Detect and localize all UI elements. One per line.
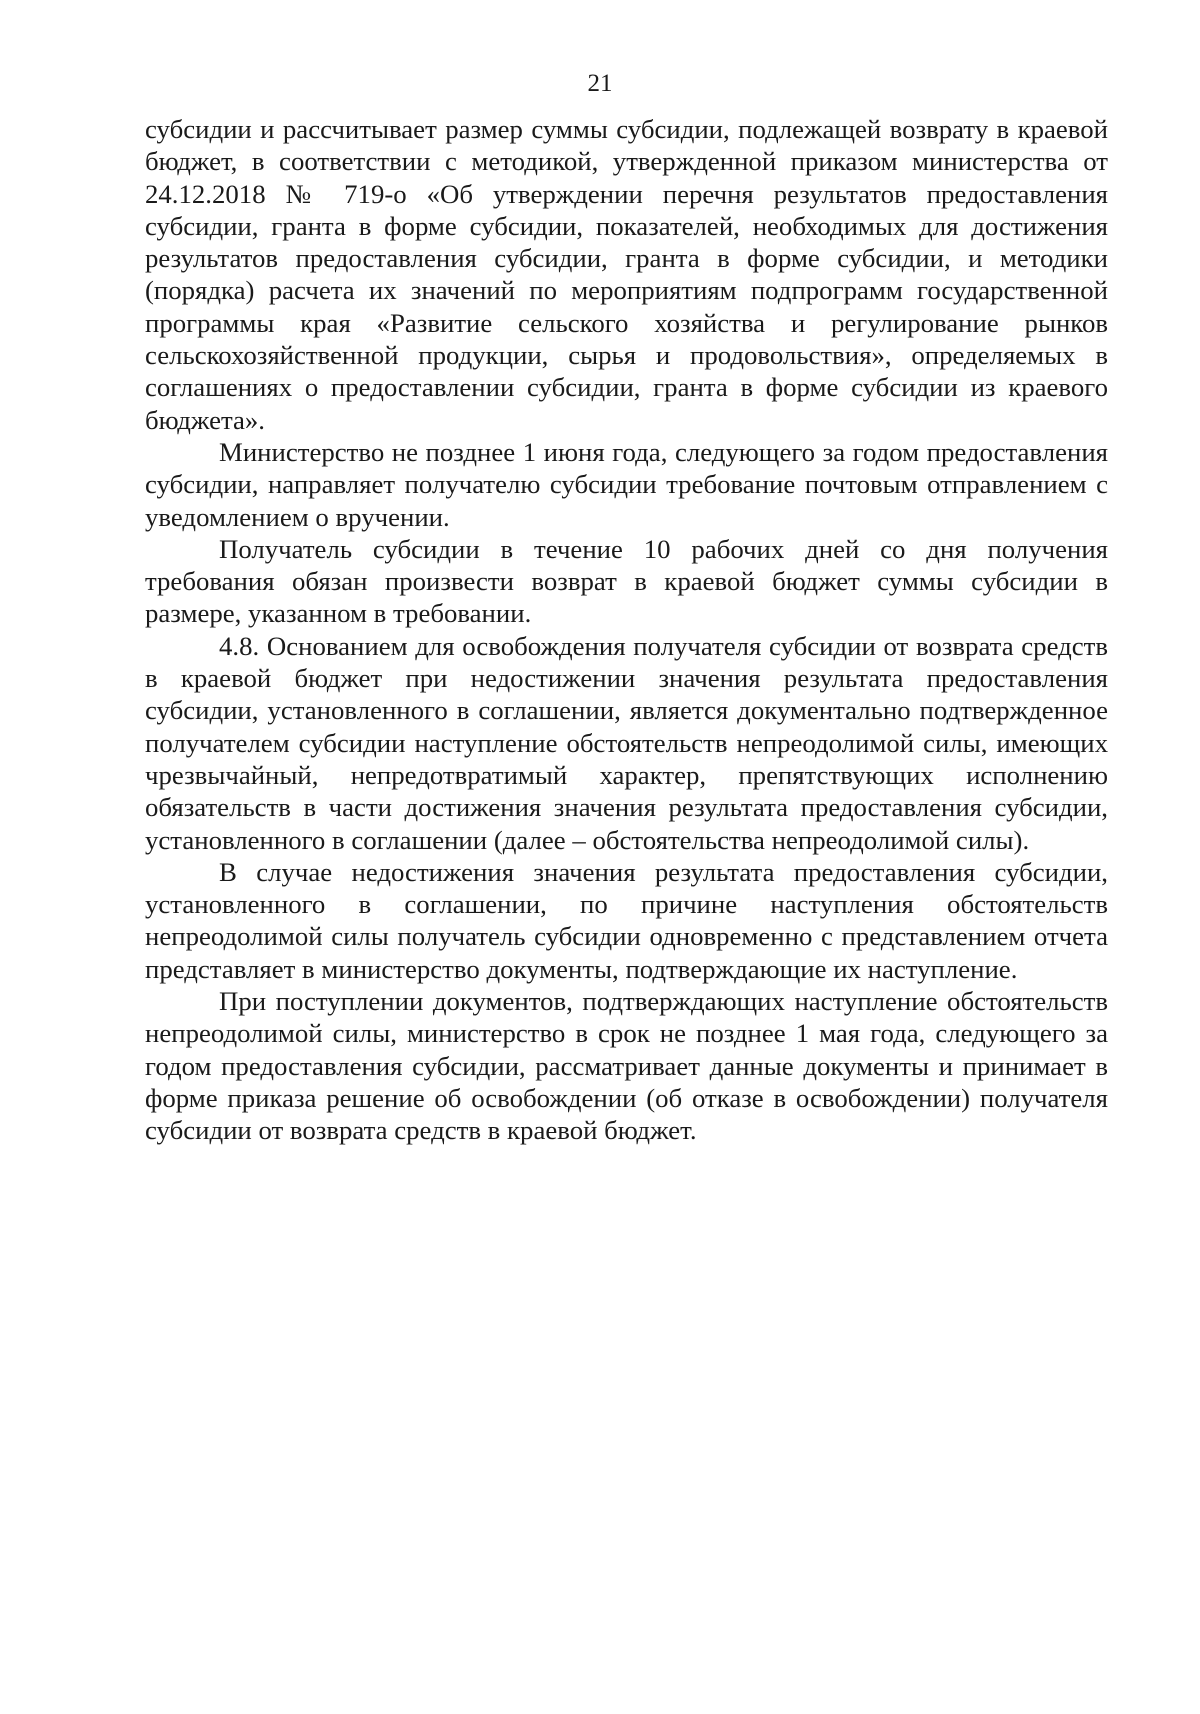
- paragraph-force-majeure-basis: 4.8. Основанием для освобождения получателя субсидии от возврата средств в краевой бюджет при недостижении значения результата предоставления субсидии, установленного в соглашении, является документально подтвержденное получателем субсидии наступление обстоятельств непреодолимой силы, имеющих чрезвычайный, непредотвратимый характер, препятствующих исполнению обязательств в части достижения значения результата предоставления субсидии, установленного в соглашении (далее – обстоятельства непреодолимой силы).: [145, 630, 1108, 855]
- paragraph-force-majeure-documents: В случае недостижения значения результата предоставления субсидии, установленного в соглашении, по причине наступления обстоятельств непреодолимой силы получатель субсидии одновременно с представлением отчета представляет в министерство документы, подтверждающие их наступление.: [145, 856, 1108, 984]
- paragraph-ministry-decision: При поступлении документов, подтверждающих наступление обстоятельств непреодолимой силы, министерство в срок не позднее 1 мая года, следующего за годом предоставления субсидии, рассматривает данные документы и принимает в форме приказа решение об освобождении (об отказе в освобождении) получателя субсидии от возврата средств в краевой бюджет.: [145, 986, 1108, 1146]
- paragraph-recipient-refund: Получатель субсидии в течение 10 рабочих дней со дня получения требования обязан произвести возврат в краевой бюджет суммы субсидии в размере, указанном в требовании.: [145, 533, 1108, 629]
- document-body: [145, 113, 1108, 1147]
- paragraph-subsidy-refund-method: субсидии и рассчитывает размер суммы субсидии, подлежащей возврату в краевой бюджет, в соответствии с методикой, утвержденной приказом министерства от 24.12.2018 № 719-о «Об утверждении перечня результатов предоставления субсидии, гранта в форме субсидии, показателей, необходимых для достижения результатов предоставления субсидии, гранта в форме субсидии, и методики (порядка) расчета их значений по мероприятиям подпрограмм государственной программы края «Развитие сельского хозяйства и регулирование рынков сельскохозяйственной продукции, сырья и продовольствия», определяемых в соглашениях о предоставлении субсидии, гранта в форме субсидии из краевого бюджета».: [145, 114, 1108, 435]
- page-number: 21: [587, 70, 613, 97]
- paragraph-ministry-requirement: Министерство не позднее 1 июня года, следующего за годом предоставления субсидии, направляет получателю субсидии требование почтовым отправлением с уведомлением о вручении.: [145, 436, 1108, 532]
